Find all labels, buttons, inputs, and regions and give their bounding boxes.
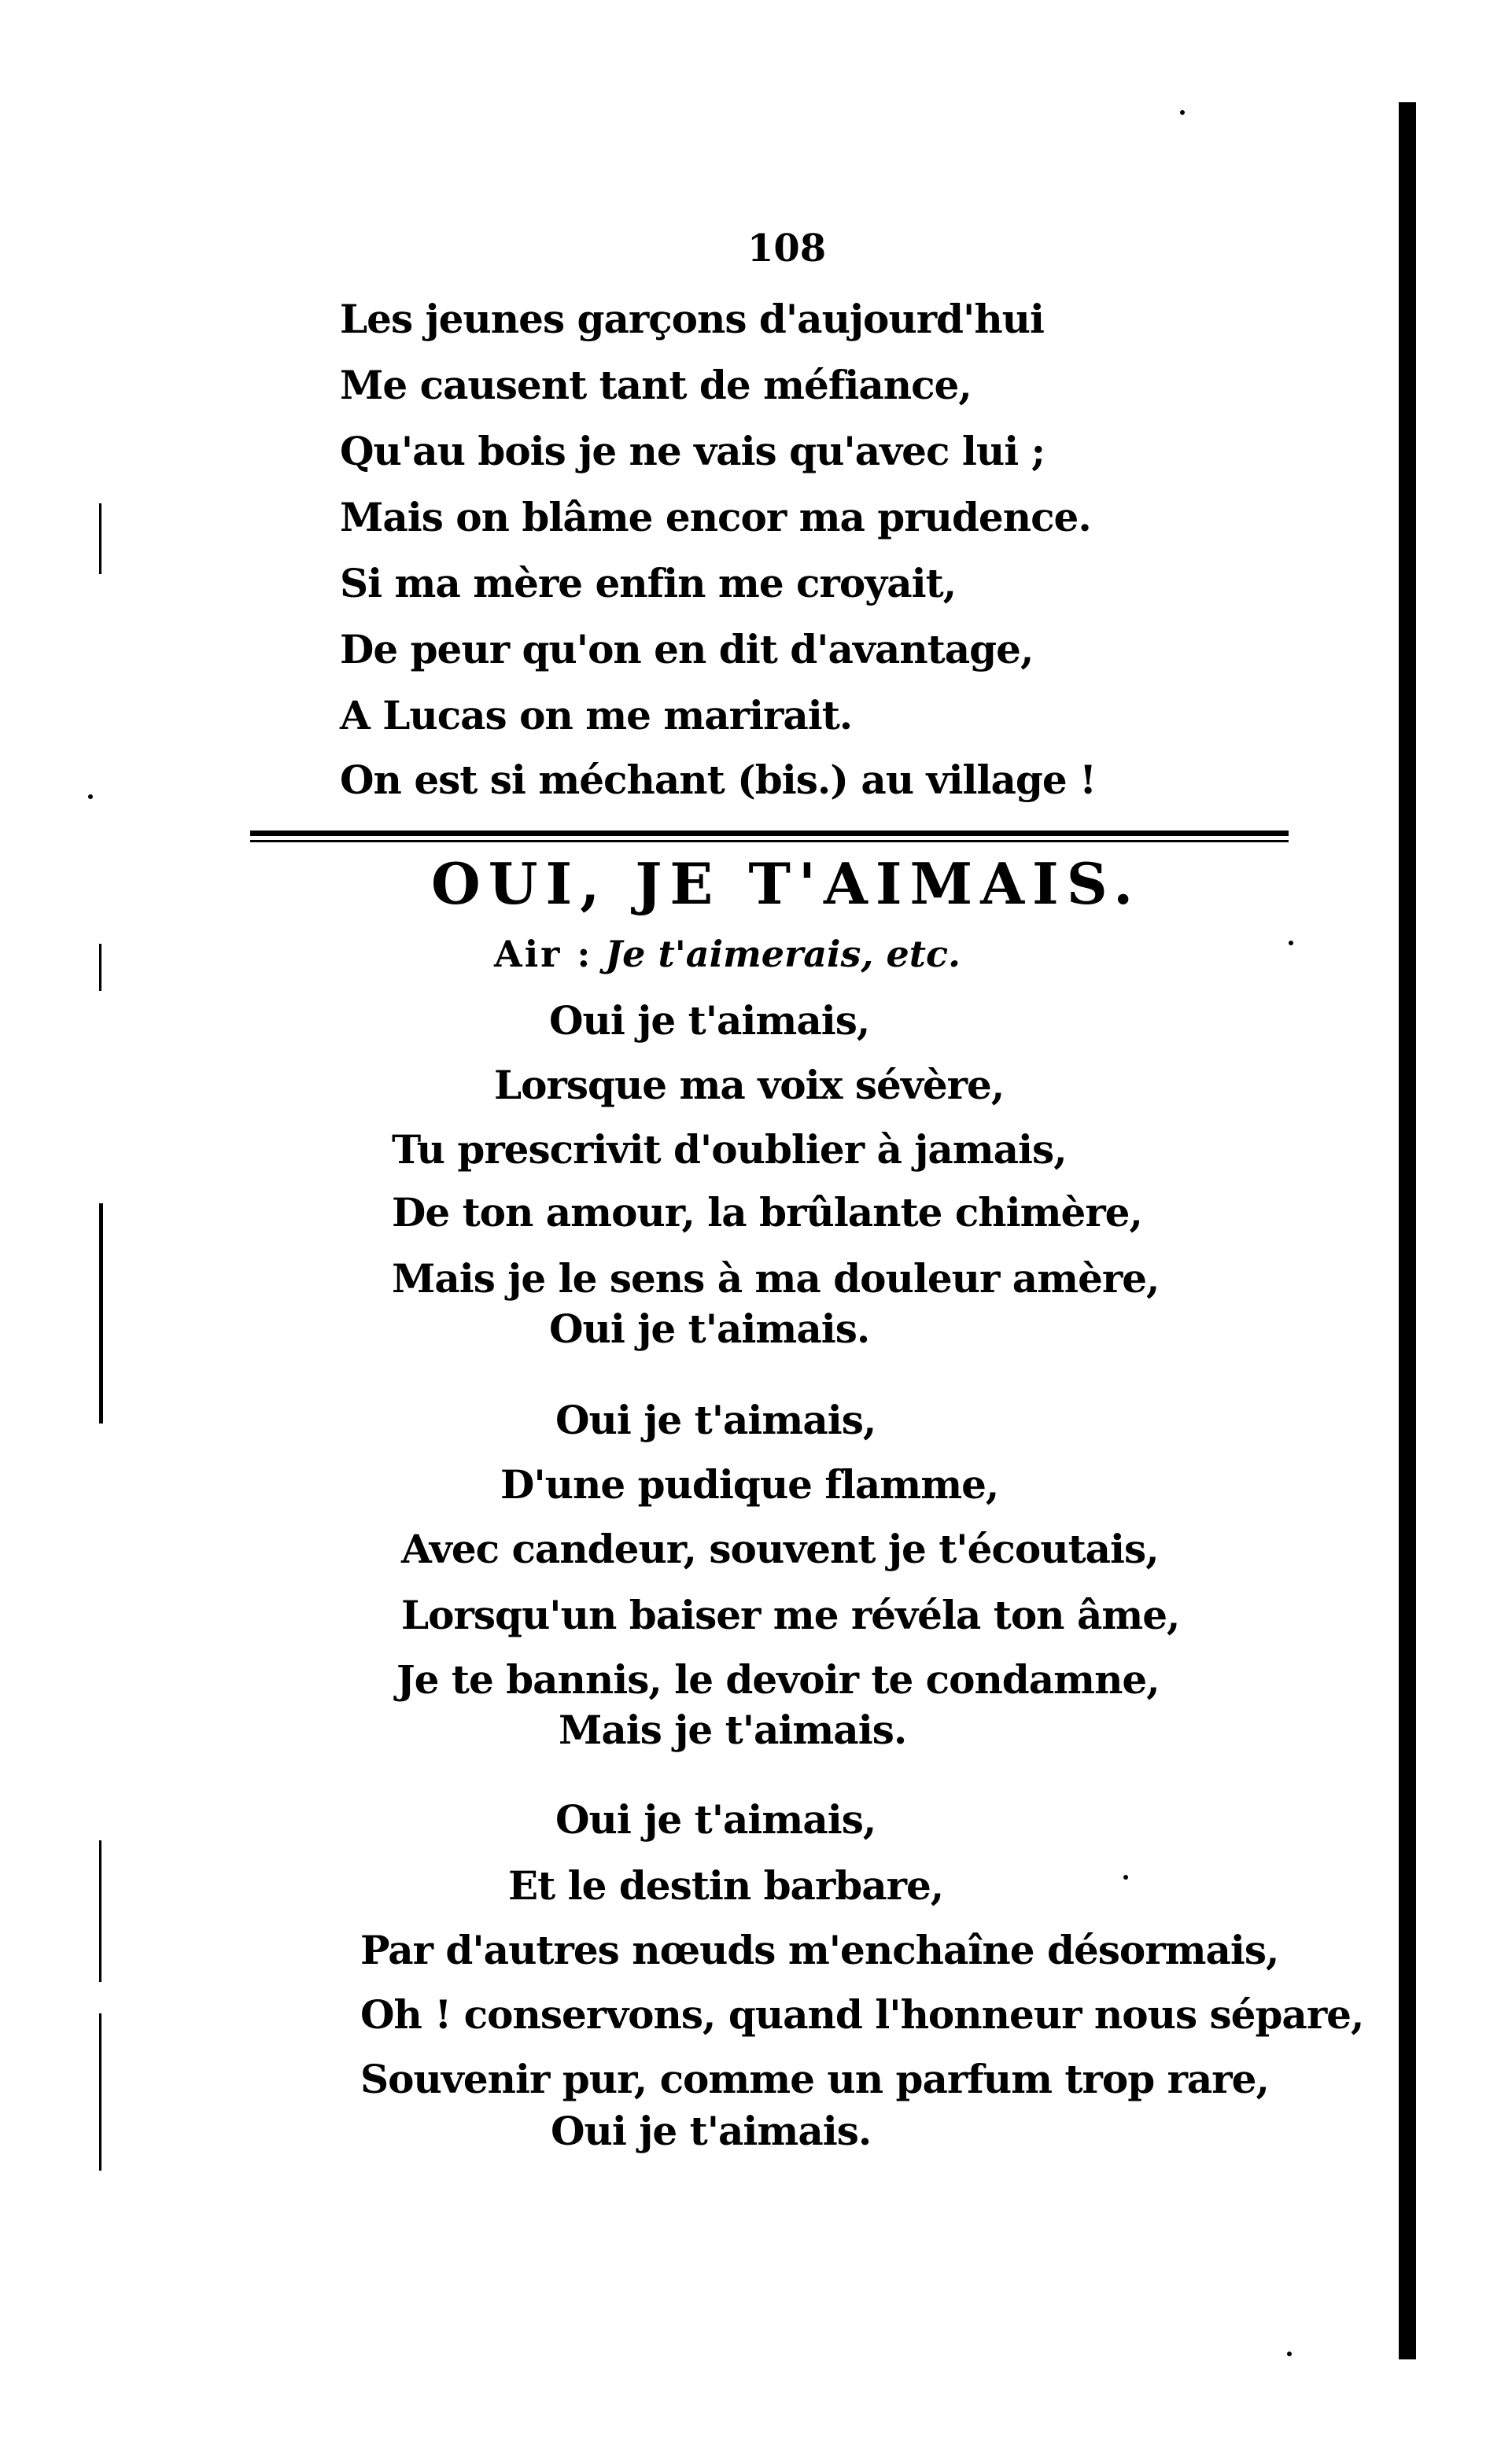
margin-mark — [99, 1203, 103, 1424]
verse-line: Oh ! conservons, quand l'honneur nous sépare, — [360, 1991, 1364, 2038]
verse-line: Me causent tant de méfiance, — [340, 362, 972, 408]
section-divider — [250, 831, 1289, 836]
margin-mark — [99, 944, 101, 991]
verse-line: D'une pudique flamme, — [500, 1461, 999, 1508]
margin-mark — [99, 2013, 101, 2171]
page-number: 108 — [747, 227, 827, 271]
verse-line: Souvenir pur, comme un parfum trop rare, — [360, 2056, 1269, 2102]
verse-line: Mais je t'aimais. — [559, 1707, 907, 1753]
verse-line: De ton amour, la brûlante chimère, — [392, 1189, 1142, 1236]
verse-line: Oui je t'aimais, — [549, 997, 870, 1044]
verse-line: Mais on blâme encor ma prudence. — [340, 494, 1091, 540]
air-indication — [494, 932, 961, 976]
verse-line: Oui je t'aimais. — [549, 1306, 870, 1352]
song-title: OUI, JE T'AIMAIS. — [431, 850, 1141, 917]
air-label: Air : — [494, 933, 593, 975]
verse-line: Par d'autres nœuds m'enchaîne désormais, — [360, 1927, 1279, 1973]
verse-line: Oui je t'aimais. — [551, 2108, 872, 2154]
air-tune: Je t'aimerais, etc. — [605, 933, 961, 975]
verse-line: Mais je le sens à ma douleur amère, — [392, 1255, 1160, 1302]
scan-speck — [88, 794, 93, 799]
verse-line: A Lucas on me marirait. — [340, 692, 853, 738]
scan-speck — [1180, 110, 1185, 115]
verse-line: Qu'au bois je ne vais qu'avec lui ; — [340, 428, 1045, 474]
scan-speck — [1289, 941, 1293, 945]
verse-line: Les jeunes garçons d'aujourd'hui — [340, 296, 1045, 342]
scan-speck — [1287, 2352, 1292, 2356]
section-divider-thin — [250, 840, 1289, 842]
verse-line: On est si méchant (bis.) au village ! — [340, 757, 1097, 803]
verse-line: Je te bannis, le devoir te condamne, — [396, 1656, 1160, 1703]
verse-line: Lorsqu'un baiser me révéla ton âme, — [401, 1592, 1180, 1638]
verse-line: Lorsque ma voix sévère, — [494, 1062, 1005, 1108]
page-edge-shadow — [1399, 102, 1416, 2359]
verse-line: De peur qu'on en dit d'avantage, — [340, 626, 1034, 672]
verse-line: Oui je t'aimais, — [555, 1796, 876, 1843]
verse-line: Avec candeur, souvent je t'écoutais, — [401, 1526, 1159, 1572]
verse-line: Tu prescrivit d'oublier à jamais, — [392, 1126, 1067, 1173]
verse-line: Et le destin barbare, — [508, 1862, 944, 1909]
verse-line: Si ma mère enfin me croyait, — [340, 560, 957, 606]
margin-mark — [99, 1840, 101, 1982]
margin-mark — [99, 503, 101, 574]
scan-speck — [1123, 1875, 1128, 1880]
verse-line: Oui je t'aimais, — [555, 1397, 876, 1443]
